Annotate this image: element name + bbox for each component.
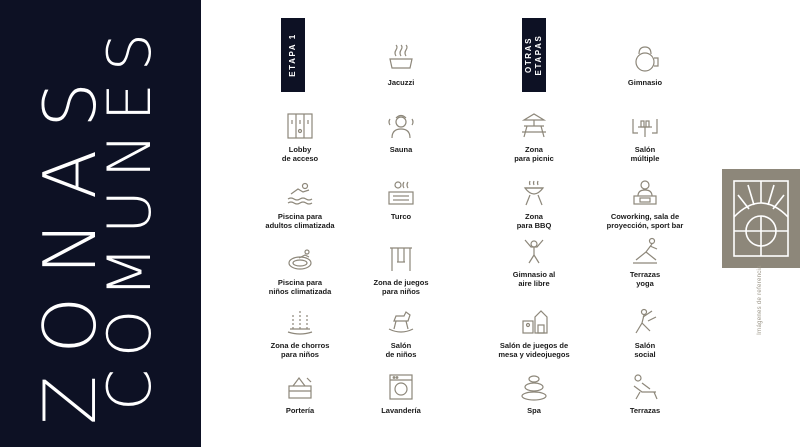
- meeting-room-icon: [630, 111, 660, 141]
- amenity-juegos-ninos: [336, 244, 466, 296]
- amenity-jacuzzi: [336, 44, 466, 87]
- amenity-terrazas: [580, 372, 710, 415]
- reception-desk-icon: [285, 372, 315, 402]
- sun-emblem-icon: [722, 169, 800, 268]
- amenity-salon-social: [580, 307, 710, 359]
- amenity-label: Lobby de acceso: [281, 145, 319, 163]
- amenity-label: Gimnasio al aire libre: [512, 270, 556, 288]
- amenity-label: Jacuzzi: [387, 78, 415, 87]
- amenity-label: Salón múltiple: [630, 145, 660, 163]
- tab-otras-etapas-label: [524, 35, 544, 76]
- amenity-sauna: [336, 111, 466, 154]
- amenity-label: Coworking, sala de proyección, sport bar: [606, 212, 684, 230]
- sauna-icon: [386, 111, 416, 141]
- amenity-label: Spa: [527, 406, 541, 415]
- outdoor-gym-icon: [519, 236, 549, 266]
- lobby-icon: [285, 111, 315, 141]
- amenity-label: Terrazas: [629, 406, 661, 415]
- coworking-icon: [630, 178, 660, 208]
- rocking-horse-icon: [386, 307, 416, 337]
- tab-etapas-label: ETAPAS: [534, 34, 543, 76]
- sun-lounger-icon: [630, 372, 660, 402]
- amenity-label: Piscina para adultos climatizada: [265, 212, 335, 230]
- tab-etapa-1: [281, 18, 305, 92]
- reference-note: Imágenes de referencia: [757, 265, 763, 335]
- amenity-label: Zona de chorros para niños: [270, 341, 330, 359]
- amenity-label: Turco: [390, 212, 412, 221]
- amenity-label: Lavandería: [381, 406, 421, 415]
- amenity-coworking: [580, 178, 710, 230]
- jacuzzi-icon: [386, 44, 416, 74]
- amenity-label: Sauna: [389, 145, 413, 154]
- amenity-turco: [336, 178, 466, 221]
- kids-pool-icon: [285, 244, 315, 274]
- yoga-icon: [630, 236, 660, 266]
- steam-room-icon: [386, 178, 416, 208]
- dancer-icon: [630, 307, 660, 337]
- amenity-label: Salón de juegos de mesa y videojuegos: [498, 341, 570, 359]
- title-line-2: COMUNES: [95, 21, 165, 411]
- amenity-label: Zona de juegos para niños: [373, 278, 429, 296]
- game-room-icon: [519, 307, 549, 337]
- swimmer-icon: [285, 178, 315, 208]
- amenity-label: Salón social: [634, 341, 656, 359]
- picnic-table-icon: [519, 111, 549, 141]
- title-panel: [0, 0, 201, 447]
- amenity-salon-multiple: [580, 111, 710, 163]
- kettlebell-icon: [630, 44, 660, 74]
- spa-stones-icon: [519, 372, 549, 402]
- brand-logo: [722, 169, 800, 268]
- page-title: [28, 21, 165, 425]
- amenity-label: Terrazas yoga: [629, 270, 661, 288]
- title-line-1: ZONAS: [28, 60, 112, 425]
- amenity-label: Zona para picnic: [514, 145, 554, 163]
- swing-icon: [386, 244, 416, 274]
- washing-machine-icon: [386, 372, 416, 402]
- amenity-salon-ninos: [336, 307, 466, 359]
- tab-etapa-1-label: ETAPA 1: [288, 33, 297, 77]
- amenity-label: Gimnasio: [627, 78, 663, 87]
- tab-otras-etapas: [522, 18, 546, 92]
- amenity-terrazas-yoga: [580, 236, 710, 288]
- amenity-lavanderia: [336, 372, 466, 415]
- grill-icon: [519, 178, 549, 208]
- water-jets-icon: [285, 307, 315, 337]
- amenity-label: Zona para BBQ: [516, 212, 552, 230]
- tab-otras-label: OTRAS: [524, 37, 533, 73]
- amenity-label: Piscina para niños climatizada: [268, 278, 332, 296]
- amenity-gimnasio: [580, 44, 710, 87]
- amenity-label: Salón de niños: [385, 341, 417, 359]
- amenity-label: Portería: [285, 406, 315, 415]
